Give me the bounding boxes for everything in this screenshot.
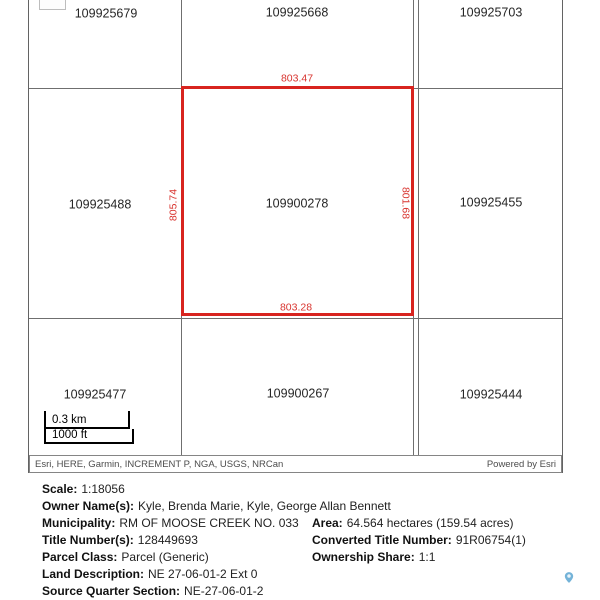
location-pin-icon (564, 571, 574, 584)
detail-row-scale (42, 481, 582, 498)
detail-row-municipality-area (42, 515, 582, 532)
parcel-boundary-line (418, 0, 419, 455)
parcel-label-selected: 109900278 (265, 196, 329, 211)
scale-value: 1:18056 (81, 482, 125, 496)
area-value: 64.564 hectares (159.54 acres) (346, 516, 514, 530)
dimension-label-bottom: 803.28 (279, 301, 313, 314)
owner-label: Owner Name(s): (42, 499, 135, 513)
detail-row-owner (42, 498, 582, 515)
converted-title-label: Converted Title Number: (312, 533, 452, 547)
dimension-label-top: 803.47 (280, 72, 314, 85)
owner-value: Kyle, Brenda Marie, Kyle, George Allan Bennett (138, 499, 391, 513)
land-description-value: NE 27-06-01-2 Ext 0 (148, 567, 258, 581)
map-canvas[interactable] (28, 0, 563, 473)
map-attribution-bar (29, 455, 562, 473)
parcel-class-label: Parcel Class: (42, 550, 118, 564)
source-quarter-label: Source Quarter Section: (42, 584, 181, 598)
powered-by-esri: Powered by Esri (486, 458, 556, 470)
attribution-sources: Esri, HERE, Garmin, INCREMENT P, NGA, USGS, NRCan (35, 458, 284, 470)
clipped-label-box (39, 0, 66, 10)
parcel-label: 109925488 (68, 197, 132, 212)
parcel-label: 109925444 (459, 387, 523, 402)
municipality-label: Municipality: (42, 516, 116, 530)
scale-label: Scale: (42, 482, 78, 496)
parcel-label: 109925477 (63, 387, 127, 402)
detail-row-title-numbers (42, 532, 582, 549)
dimension-label-right: 801.68 (399, 186, 412, 220)
source-quarter-value: NE-27-06-01-2 (184, 584, 264, 598)
converted-title-value: 91R06754(1) (455, 533, 526, 547)
title-number-label: Title Number(s): (42, 533, 134, 547)
detail-row-land-description (42, 566, 582, 583)
parcel-class-value: Parcel (Generic) (121, 550, 209, 564)
parcel-label: 109900267 (266, 386, 330, 401)
title-number-value: 128449693 (137, 533, 198, 547)
parcel-boundary-line (29, 318, 562, 319)
municipality-value: RM OF MOOSE CREEK NO. 033 (119, 516, 299, 530)
scale-bar-ft-segment (44, 429, 134, 444)
land-description-label: Land Description: (42, 567, 145, 581)
detail-row-source-quarter (42, 583, 582, 600)
detail-row-class-ownership (42, 549, 582, 566)
parcel-label: 109925455 (459, 195, 523, 210)
ownership-share-value: 1:1 (418, 550, 436, 564)
parcel-details (42, 481, 582, 600)
parcel-label: 109925679 (74, 6, 138, 21)
scale-bar-ft-label: 1000 ft (52, 429, 88, 441)
scale-bar-km-label: 0.3 km (52, 414, 87, 426)
map-scale-bar (44, 411, 134, 444)
ownership-share-label: Ownership Share: (312, 550, 415, 564)
parcel-label: 109925703 (459, 5, 523, 20)
parcel-label: 109925668 (265, 5, 329, 20)
dimension-label-left: 805.74 (167, 188, 180, 222)
scale-bar-km-segment (44, 411, 130, 429)
area-label: Area: (312, 516, 343, 530)
